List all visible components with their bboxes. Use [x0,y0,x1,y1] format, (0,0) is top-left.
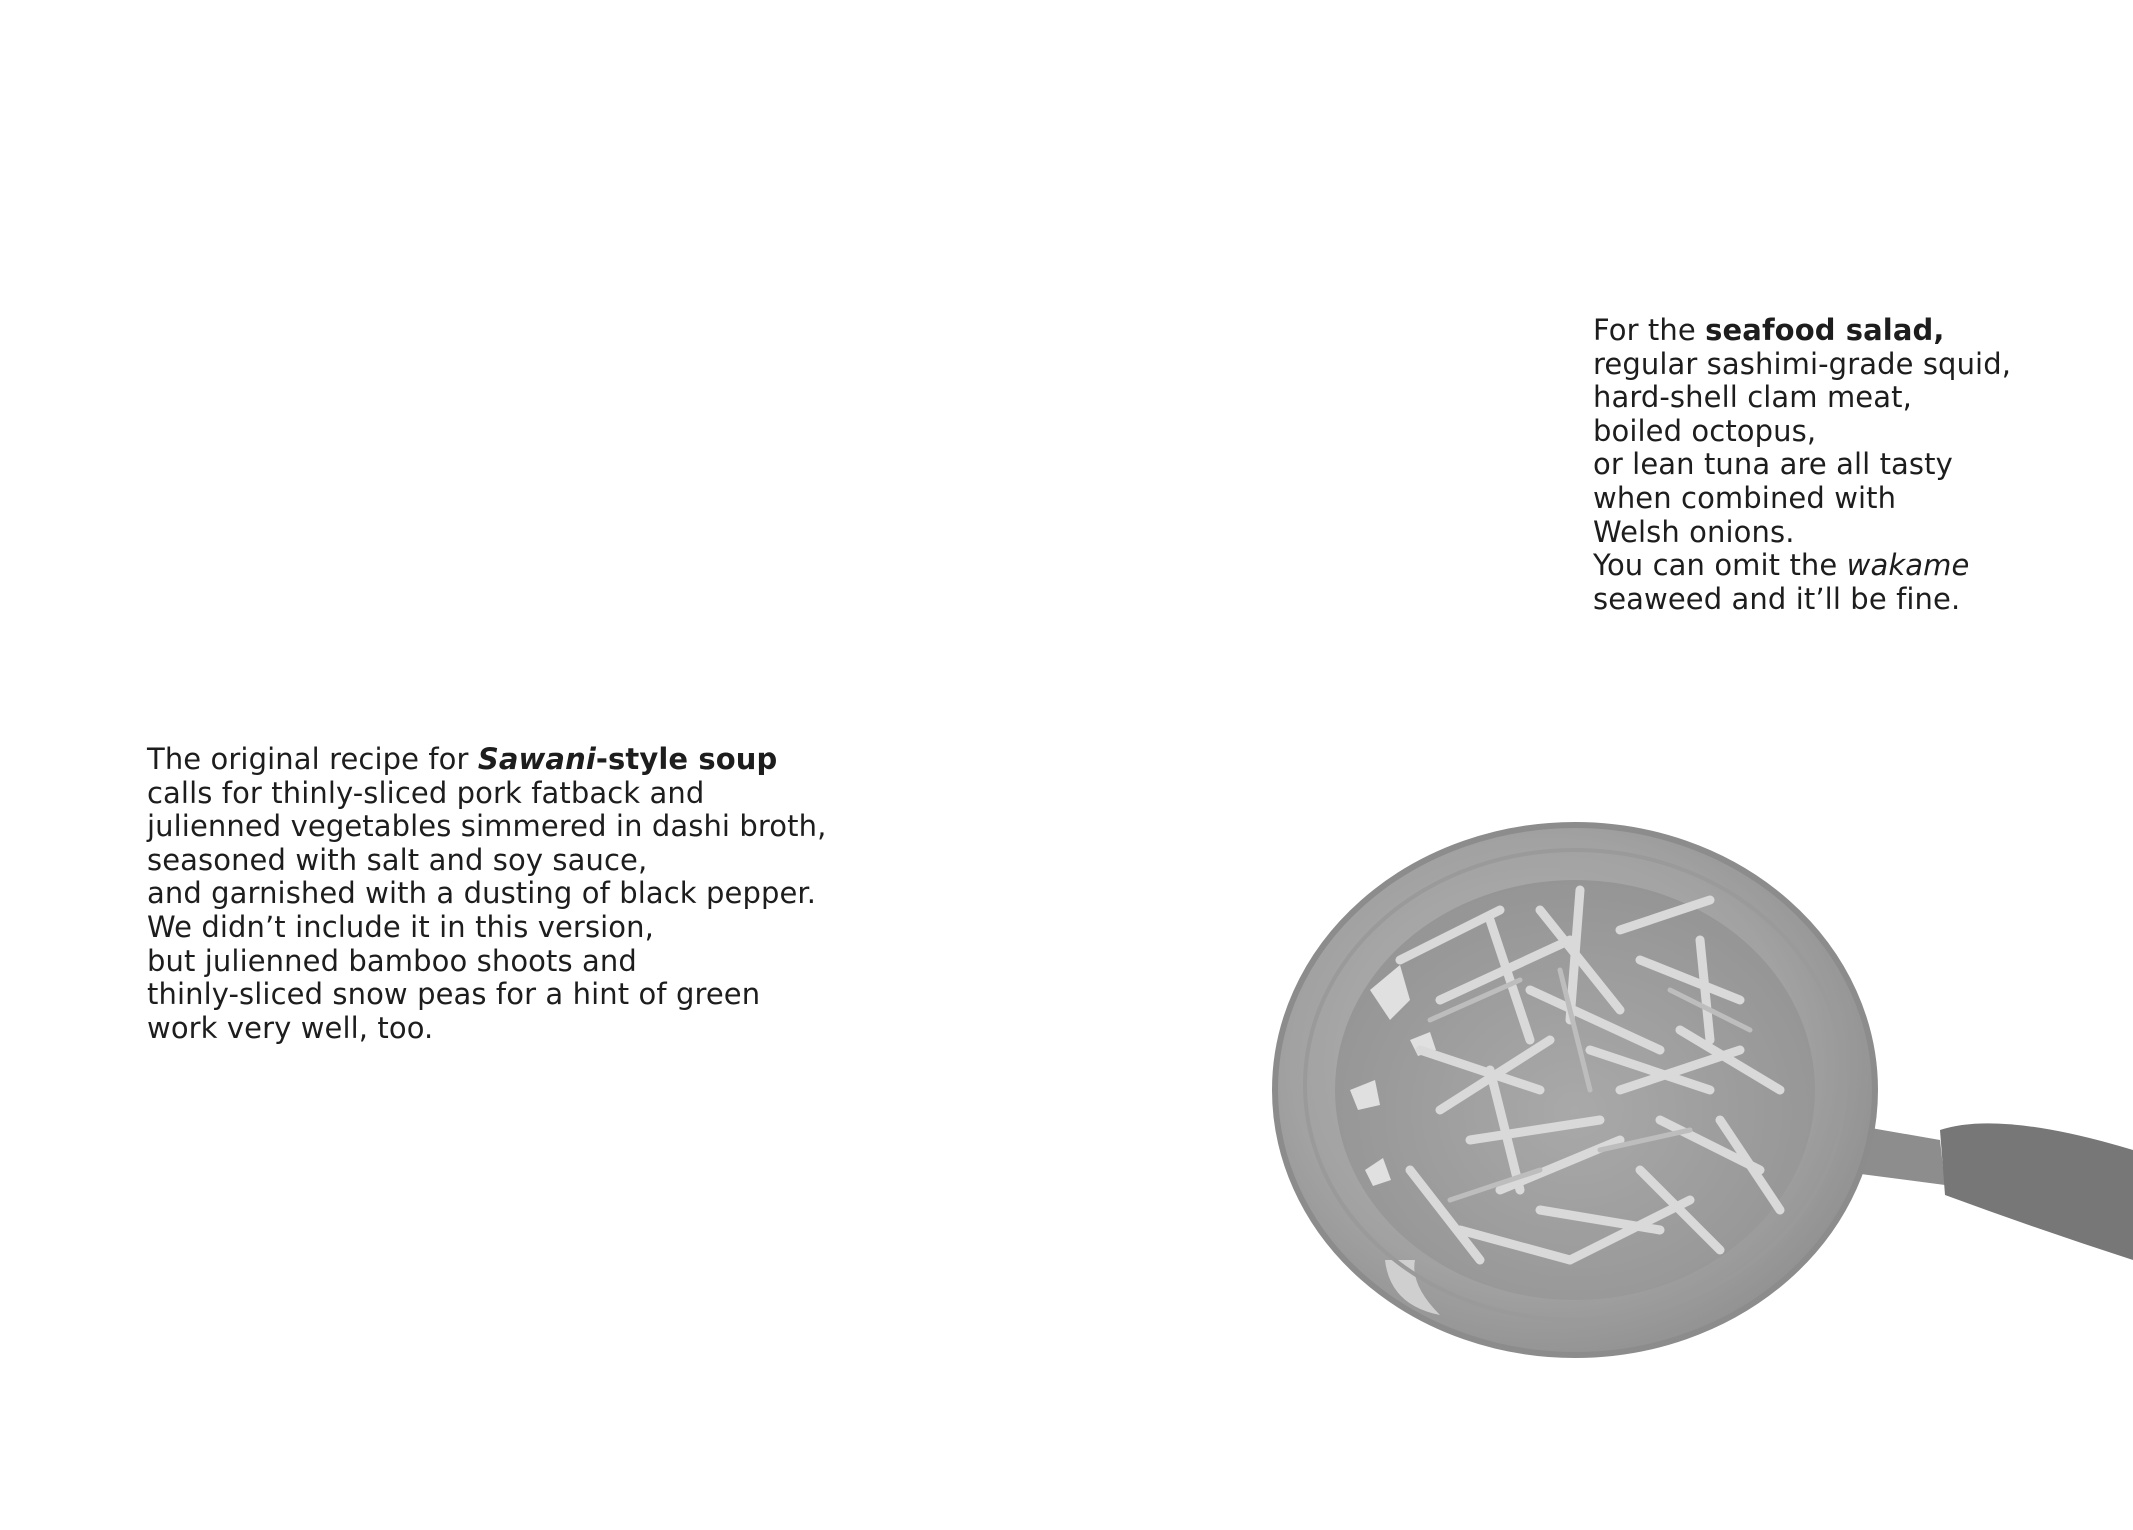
soup-note-line-7: but julienned bamboo shoots and [147,943,637,978]
salad-note-line-8: You can omit the wakame [1593,548,1970,583]
soup-note-line-6: We didn’t include it in this version, [147,909,654,944]
seafood-salad-note [1593,314,2011,616]
salad-note-line-5: or lean tuna are all tasty [1593,447,1953,482]
soup-note-line-9: work very well, too. [147,1010,434,1045]
soup-note-line-3: julienned vegetables simmered in dashi broth, [147,809,827,844]
soup-note-line-8: thinly-sliced snow peas for a hint of green [147,977,761,1012]
salad-note-line-7: Welsh onions. [1593,514,1795,549]
soup-note-line-1: The original recipe for Sawani-style soup [147,742,778,776]
soup-note-line-4: seasoned with salt and soy sauce, [147,842,648,877]
sawani-soup-note [147,743,826,1045]
sawani-soup-term: Sawani-style soup [477,742,778,776]
salad-note-line-2: regular sashimi-grade squid, [1593,346,2012,381]
saucepan-photo [1240,790,2133,1390]
salad-note-line-3: hard-shell clam meat, [1593,380,1912,415]
salad-note-line-1: For the seafood salad, [1593,313,1945,347]
salad-note-line-4: boiled octopus, [1593,413,1817,448]
salad-note-line-6: when combined with [1593,480,1897,515]
wakame-term: wakame [1846,548,1970,583]
soup-note-line-5: and garnished with a dusting of black pepper. [147,876,817,911]
seafood-salad-term: seafood salad, [1705,313,1945,347]
salad-note-line-9: seaweed and it’ll be fine. [1593,581,1961,616]
soup-note-line-2: calls for thinly-sliced pork fatback and [147,775,705,810]
